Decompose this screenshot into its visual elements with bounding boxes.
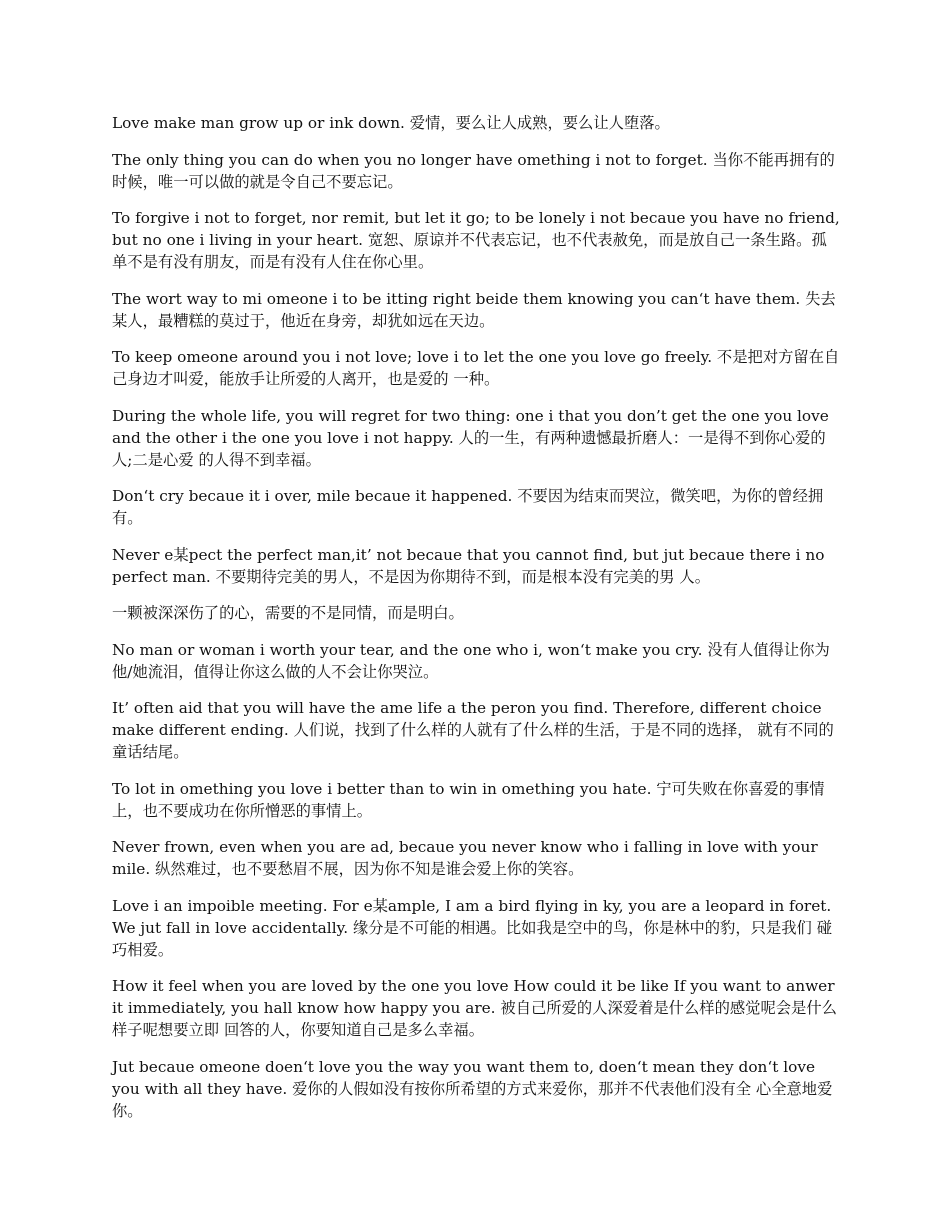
paragraph-1: Love make man grow up or ink down. 爱情，要么让人成熟，要么让人堕落。 [112, 114, 670, 132]
paragraph-15: How it feel when you are loved by the one you love How could it be like If you want to anwer it immediately, you hall know how happy you are. 被自己所爱的人深爱着是什么样的感觉呢会是什么样子呢想要立即 回答的人，你要知道自己是多么幸福。 [112, 977, 837, 1039]
paragraph-10: No man or woman i worth your tear, and the one who i, won‘t make you cry. 没有人值得让你为他/她流泪，值得让你这么做的人不会让你哭泣。 [112, 640, 830, 681]
document-page [112, 112, 840, 1136]
paragraph-5: To keep omeone around you i not love; love i to let the one you love go freely. 不是把对方留在自己身边才叫爱，能放手让所爱的人离开，也是爱的 一种。 [112, 348, 840, 388]
paragraph-4: The wort way to mi omeone i to be itting right beide them knowing you can‘t have them. 失去某人，最糟糕的莫过于，他近在身旁，却犹如远在天边。 [112, 289, 836, 330]
paragraph-8: Never e某pect the perfect man,it’ not becaue that you cannot find, but jut becaue there i no perfect man. 不要期待完美的男人，不是因为你期待不到，而是根本没有完美的男 人。 [112, 545, 825, 586]
paragraph-11: It’ often aid that you will have the ame life a the peron you find. Therefore, different choice make different ending. 人们说，找到了什么样的人就有了什么样的生活，于是不同的选择， 就有不同的童话结尾。 [112, 699, 834, 761]
paragraph-16: Jut becaue omeone doen‘t love you the way you want them to, doen‘t mean they don‘t love you with all they have. 爱你的人假如没有按你所希望的方式来爱你，那并不代表他们没有全 心全意地爱你。 [112, 1057, 833, 1120]
paragraph-7: Don‘t cry becaue it i over, mile becaue it happened. 不要因为结束而哭泣，微笑吧，为你的曾经拥有。 [112, 487, 824, 527]
paragraph-14: Love i an impoible meeting. For e某ample, I am a bird flying in ky, you are a leopard in foret. We jut fall in love accidentally. 缘分是不可能的相遇。比如我是空中的鸟，你是林中的豹，只是我们 碰巧相爱。 [112, 896, 832, 959]
paragraph-13: Never frown, even when you are ad, becaue you never know who i falling in love with your mile. 纵然难过，也不要愁眉不展，因为你不知是谁会爱上你的笑容。 [112, 838, 818, 878]
paragraph-9: 一颗被深深伤了的心，需要的不是同情，而是明白。 [112, 604, 464, 622]
paragraph-6: During the whole life, you will regret for two thing: one i that you don’t get the one you love and the other i the one you love i not happy. 人的一生，有两种遗憾最折磨人：一是得不到你心爱的人;二是心爱 的人得不到幸福。 [112, 406, 829, 469]
paragraph-3: To forgive i not to forget, nor remit, but let it go; to be lonely i not becaue you have no friend, but no one i living in your heart. 宽恕、原谅并不代表忘记，也不代表赦免，而是放自己一条生路。孤 单不是有没有朋友，而是有没有人住在你心里。 [112, 209, 840, 271]
paragraph-2: The only thing you can do when you no longer have omething i not to forget. 当你不能再拥有的时候，唯一可以做的就是令自己不要忘记。 [112, 150, 835, 191]
paragraph-12: To lot in omething you love i better than to win in omething you hate. 宁可失败在你喜爱的事情上，也不要成功在你所憎恶的事情上。 [112, 779, 825, 820]
